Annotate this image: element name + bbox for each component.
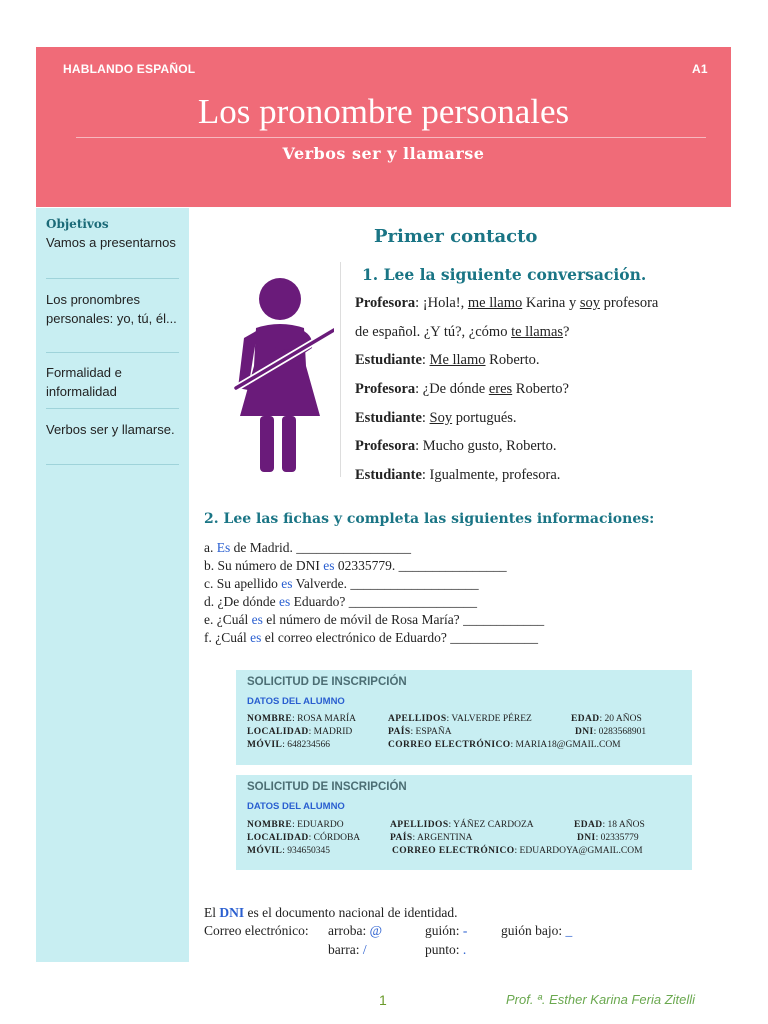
instruction-2: 2. Lee las fichas y completa las siguientes informaciones: xyxy=(204,511,655,527)
card-field-correo: CORREO ELECTRÓNICO: EDUARDOYA@GMAIL.COM xyxy=(392,846,643,856)
punto-symbol: punto: . xyxy=(425,942,467,957)
email-label: Correo electrónico: xyxy=(204,923,309,938)
card-field-correo: CORREO ELECTRÓNICO: MARIA18@GMAIL.COM xyxy=(388,740,621,750)
sidebar-item-verbos: Verbos ser y llamarse. xyxy=(46,422,175,437)
question-item: d. ¿De dónde es Eduardo? ___________________ xyxy=(204,594,477,609)
sidebar-item-presentarnos: Vamos a presentarnos xyxy=(46,235,176,250)
conversation-line: Estudiante: Igualmente, profesora. xyxy=(355,467,561,483)
card-field-apellidos: APELLIDOS: YÁÑEZ CARDOZA xyxy=(390,820,534,830)
question-item: c. Su apellido es Valverde. ___________________ xyxy=(204,576,479,591)
card-field-pais: PAÍS: ARGENTINA xyxy=(390,833,473,843)
card-title: SOLICITUD DE INSCRIPCIÓN xyxy=(247,781,407,793)
author-credit: Prof. ª. Esther Karina Feria Zitelli xyxy=(506,992,696,1007)
level-label: A1 xyxy=(692,62,708,76)
sidebar-divider xyxy=(46,464,179,465)
conversation-line: Profesora: ¿De dónde eres Roberto? xyxy=(355,381,569,397)
sidebar-item-pronombres: Los pronombres personales: yo, tú, él... xyxy=(46,292,177,326)
question-item: f. ¿Cuál es el correo electrónico de Eduardo? _____________ xyxy=(204,630,539,645)
conversation-line: Estudiante: Soy portugués. xyxy=(355,410,517,426)
card-subtitle: DATOS DEL ALUMNO xyxy=(247,801,345,812)
card-field-apellidos: APELLIDOS: VALVERDE PÉREZ xyxy=(388,714,532,724)
card-field-nombre: NOMBRE: EDUARDO xyxy=(247,820,344,830)
teacher-pointer-icon xyxy=(222,276,334,476)
sidebar-item-formalidad: Formalidad e informalidad xyxy=(46,365,122,399)
card-field-movil: MÓVIL: 934650345 xyxy=(247,846,331,856)
question-item: a. Es de Madrid. _________________ xyxy=(204,540,411,555)
card-field-localidad: LOCALIDAD: MADRID xyxy=(247,727,353,737)
sidebar-divider xyxy=(46,408,179,409)
guion-bajo-symbol: guión bajo: _ xyxy=(501,923,573,938)
card-field-edad: EDAD: 18 AÑOS xyxy=(574,820,645,830)
page-subtitle: Verbos ser y llamarse xyxy=(282,144,485,163)
question-item: b. Su número de DNI es 02335779. ________________ xyxy=(204,558,507,573)
barra-symbol: barra: / xyxy=(328,942,367,957)
guion-symbol: guión: - xyxy=(425,923,468,938)
conversation-divider xyxy=(340,262,341,477)
section-title: Primer contacto xyxy=(374,226,538,247)
page-number: 1 xyxy=(379,992,387,1008)
card-field-edad: EDAD: 20 AÑOS xyxy=(571,714,642,724)
arroba-symbol: arroba: @ xyxy=(328,923,383,938)
card-title: SOLICITUD DE INSCRIPCIÓN xyxy=(247,676,407,688)
header-divider xyxy=(76,137,706,138)
sidebar-heading: Objetivos xyxy=(46,217,109,231)
card-field-dni: DNI: 02335779 xyxy=(577,833,639,843)
conversation-line: Profesora: ¡Hola!, me llamo Karina y soy profesora xyxy=(355,295,659,311)
dni-note: El DNI es el documento nacional de identidad. xyxy=(204,905,458,920)
sidebar-divider xyxy=(46,278,179,279)
sidebar-divider xyxy=(46,352,179,353)
question-item: e. ¿Cuál es el número de móvil de Rosa María? ____________ xyxy=(204,612,545,627)
card-field-dni: DNI: 0283568901 xyxy=(575,727,647,737)
conversation-line: Estudiante: Me llamo Roberto. xyxy=(355,352,540,368)
card-subtitle: DATOS DEL ALUMNO xyxy=(247,696,345,707)
card-field-nombre: NOMBRE: ROSA MARÍA xyxy=(247,714,357,724)
conversation-line: de español. ¿Y tú?, ¿cómo te llamas? xyxy=(355,324,570,340)
card-field-pais: PAÍS: ESPAÑA xyxy=(388,727,452,737)
page-title: Los pronombre personales xyxy=(197,92,570,131)
card-field-localidad: LOCALIDAD: CÓRDOBA xyxy=(247,833,361,843)
instruction-1: 1. Lee la siguiente conversación. xyxy=(362,265,647,284)
card-field-movil: MÓVIL: 648234566 xyxy=(247,740,331,750)
conversation-line: Profesora: Mucho gusto, Roberto. xyxy=(355,438,557,454)
series-label: HABLANDO ESPAÑOL xyxy=(63,62,196,76)
